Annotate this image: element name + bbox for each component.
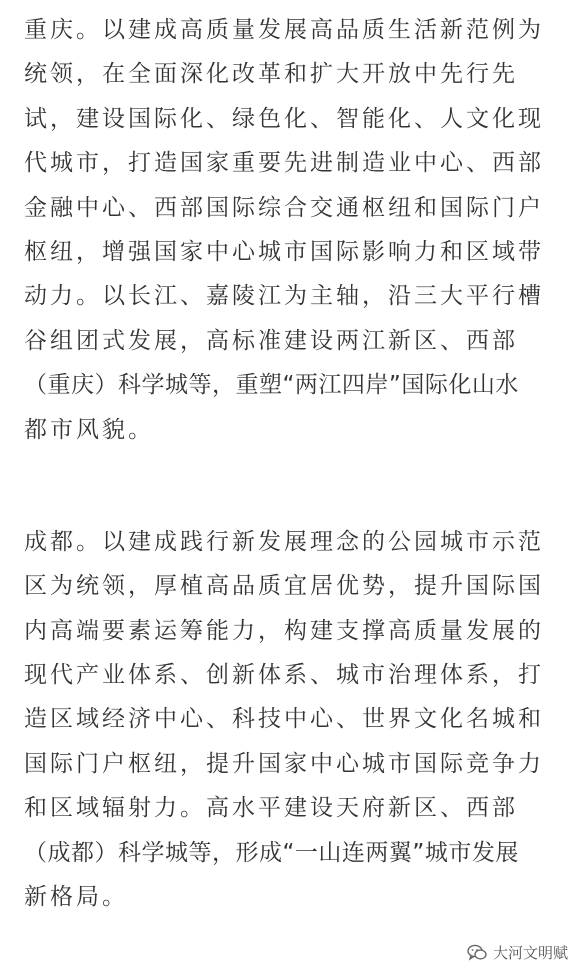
text-line: （重庆）科学城等，重塑“两江四岸”国际化山水 <box>24 372 519 399</box>
text-line: 动力。以长江、嘉陵江为主轴，沿三大平行槽 <box>24 283 544 310</box>
paragraph-chengdu <box>24 520 556 920</box>
text-line: 国际门户枢纽，提升国家中心城市国际竞争力 <box>24 750 544 777</box>
text-line: 重庆。以建成高质量发展高品质生活新范例为 <box>24 17 544 43</box>
text-line: 试，建设国际化、绿色化、智能化、人文化现 <box>24 105 544 132</box>
watermark <box>467 942 568 963</box>
text-line: 统领，在全面深化改革和扩大开放中先行先 <box>24 61 518 88</box>
paragraph-gap <box>24 452 556 520</box>
text-line: 金融中心、西部国际综合交通枢纽和国际门户 <box>24 194 544 221</box>
text-line: 和区域辐射力。高水平建设天府新区、西部 <box>24 795 518 822</box>
text-line: 成都。以建成践行新发展理念的公园城市示范 <box>24 528 544 555</box>
wechat-icon <box>467 944 487 962</box>
text-line: 枢纽，增强国家中心城市国际影响力和区域带 <box>24 238 544 265</box>
text-line: 谷组团式发展，高标准建设两江新区、西部 <box>24 327 518 354</box>
text-line: （成都）科学城等，形成“一山连两翼”城市发展 <box>24 839 519 866</box>
article-body <box>24 0 556 919</box>
text-line: 现代产业体系、创新体系、城市治理体系，打 <box>24 662 544 689</box>
text-line: 内高端要素运筹能力，构建支撑高质量发展的 <box>24 617 544 644</box>
text-line: 区为统领，厚植高品质宜居优势，提升国际国 <box>24 573 544 600</box>
watermark-text: 大河文明赋 <box>492 944 568 962</box>
text-line: 造区域经济中心、科技中心、世界文化名城和 <box>24 706 544 733</box>
text-line: 都市风貌。 <box>24 416 154 443</box>
text-line: 代城市，打造国家重要先进制造业中心、西部 <box>24 150 544 177</box>
text-line: 新格局。 <box>24 884 128 911</box>
paragraph-chongqing <box>24 0 556 452</box>
